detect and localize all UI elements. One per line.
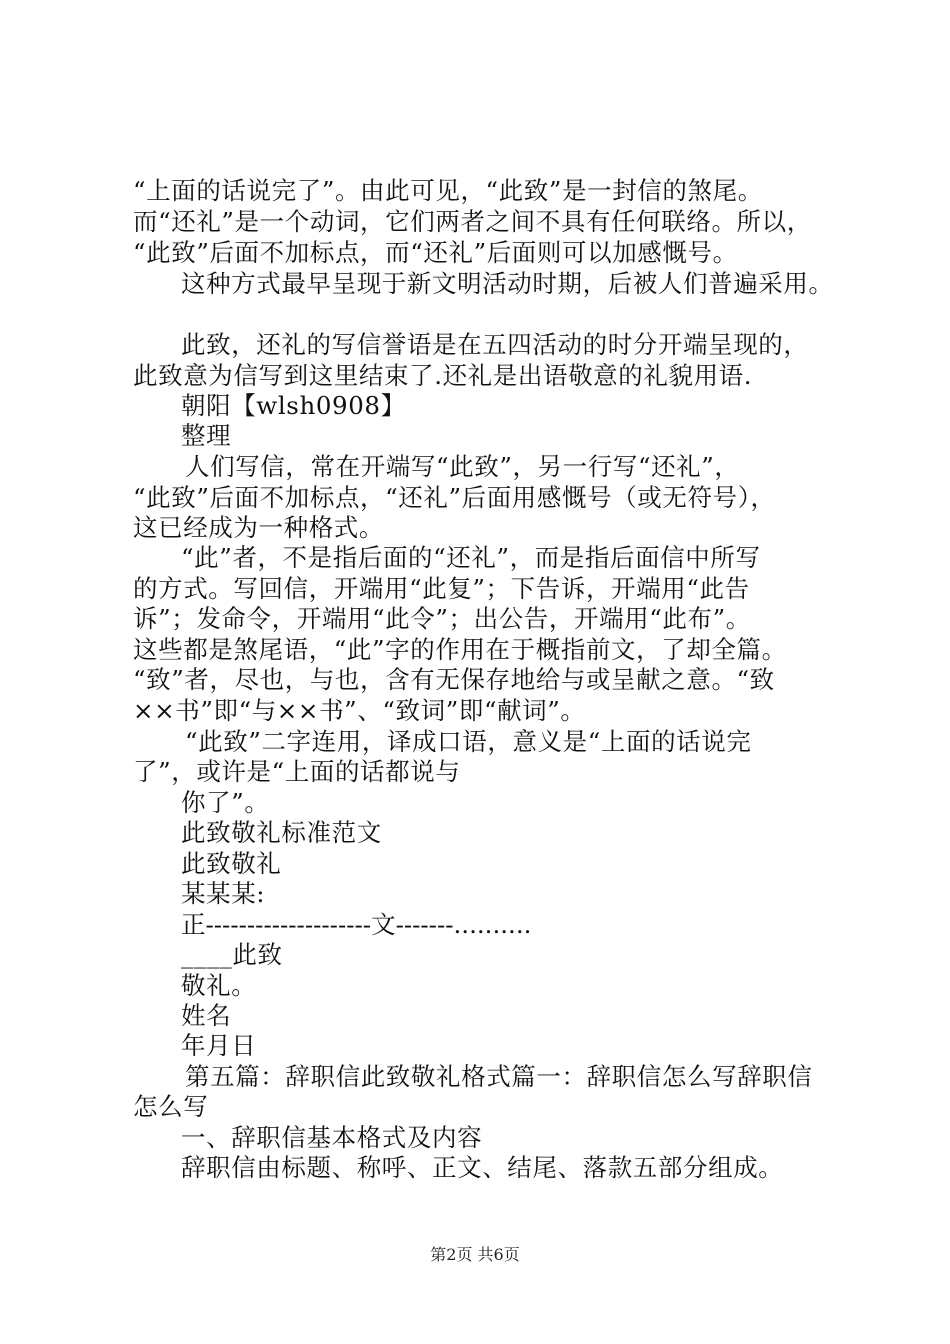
body-line-4: 这种方式最早呈现于新文明活动时期，后被人们普遍采用。 [181,269,834,298]
body-line-13: 的方式。写回信，开端用“此复”；下告诉，开端用“此告 [133,574,750,603]
body-line-28: 年月日 [181,1031,257,1060]
body-line-1: “上面的话说完了”。由此可见，“此致”是一封信的煞尾。 [133,176,763,205]
body-line-31: 一、辞职信基本格式及内容 [181,1123,483,1152]
body-line-11: 这已经成为一种格式。 [133,513,384,542]
body-line-27: 姓名 [181,1001,232,1030]
body-line-15: 这些都是煞尾语，“此”字的作用在于概指前文，了却全篇。 [133,635,787,664]
body-line-6: 此致意为信写到这里结束了.还礼是出语敬意的礼貌用语. [133,361,753,390]
body-line-2: 而“还礼”是一个动词，它们两者之间不具有任何联络。所以， [133,207,812,236]
body-line-22: 此致敬礼 [181,849,282,878]
body-line-5: 此致，还礼的写信誉语是在五四活动的时分开端呈现的， [181,330,809,359]
body-line-18: “此致”二字连用，译成口语，意义是“上面的话说完 [185,727,752,756]
body-line-17: ××书”即“与××书”、“致词”即“献词”。 [133,696,586,725]
body-line-23: 某某某: [181,879,266,908]
body-line-16: “致”者，尽也，与也，含有无保存地给与或呈献之意。“致 [133,665,775,694]
body-line-7: 朝阳【wlsh0908】 [181,391,406,420]
body-line-26: 敬礼。 [181,971,257,1000]
body-line-3: “此致”后面不加标点，而“还礼”后面则可以加感慨号。 [133,238,738,267]
body-line-9: 人们写信，常在开端写“此致”，另一行写“还礼”， [185,452,740,481]
body-line-29: 第五篇：辞职信此致敬礼格式篇一：辞职信怎么写辞职信 [185,1062,813,1091]
body-line-25: ____此致 [181,940,283,969]
body-line-32: 辞职信由标题、称呼、正文、结尾、落款五部分组成。 [181,1153,784,1182]
body-line-24: 正--------------------文-------.......... [181,910,532,939]
body-line-30: 怎么写 [133,1092,209,1121]
body-line-14: 诉”；发命令，开端用“此令”；出公告，开端用“此布”。 [133,604,751,633]
body-line-12: “此”者，不是指后面的“还礼”，而是指后面信中所写 [181,543,761,572]
body-line-10: “此致”后面不加标点，“还礼”后面用感慨号（或无符号）， [133,483,776,512]
body-line-19: 了”，或许是“上面的话都说与 [133,757,461,786]
page-number-footer: 第2页 共6页 [430,1245,520,1264]
body-line-8: 整理 [181,421,232,450]
body-line-20: 你了”。 [181,788,270,817]
body-line-21: 此致敬礼标准范文 [181,818,382,847]
